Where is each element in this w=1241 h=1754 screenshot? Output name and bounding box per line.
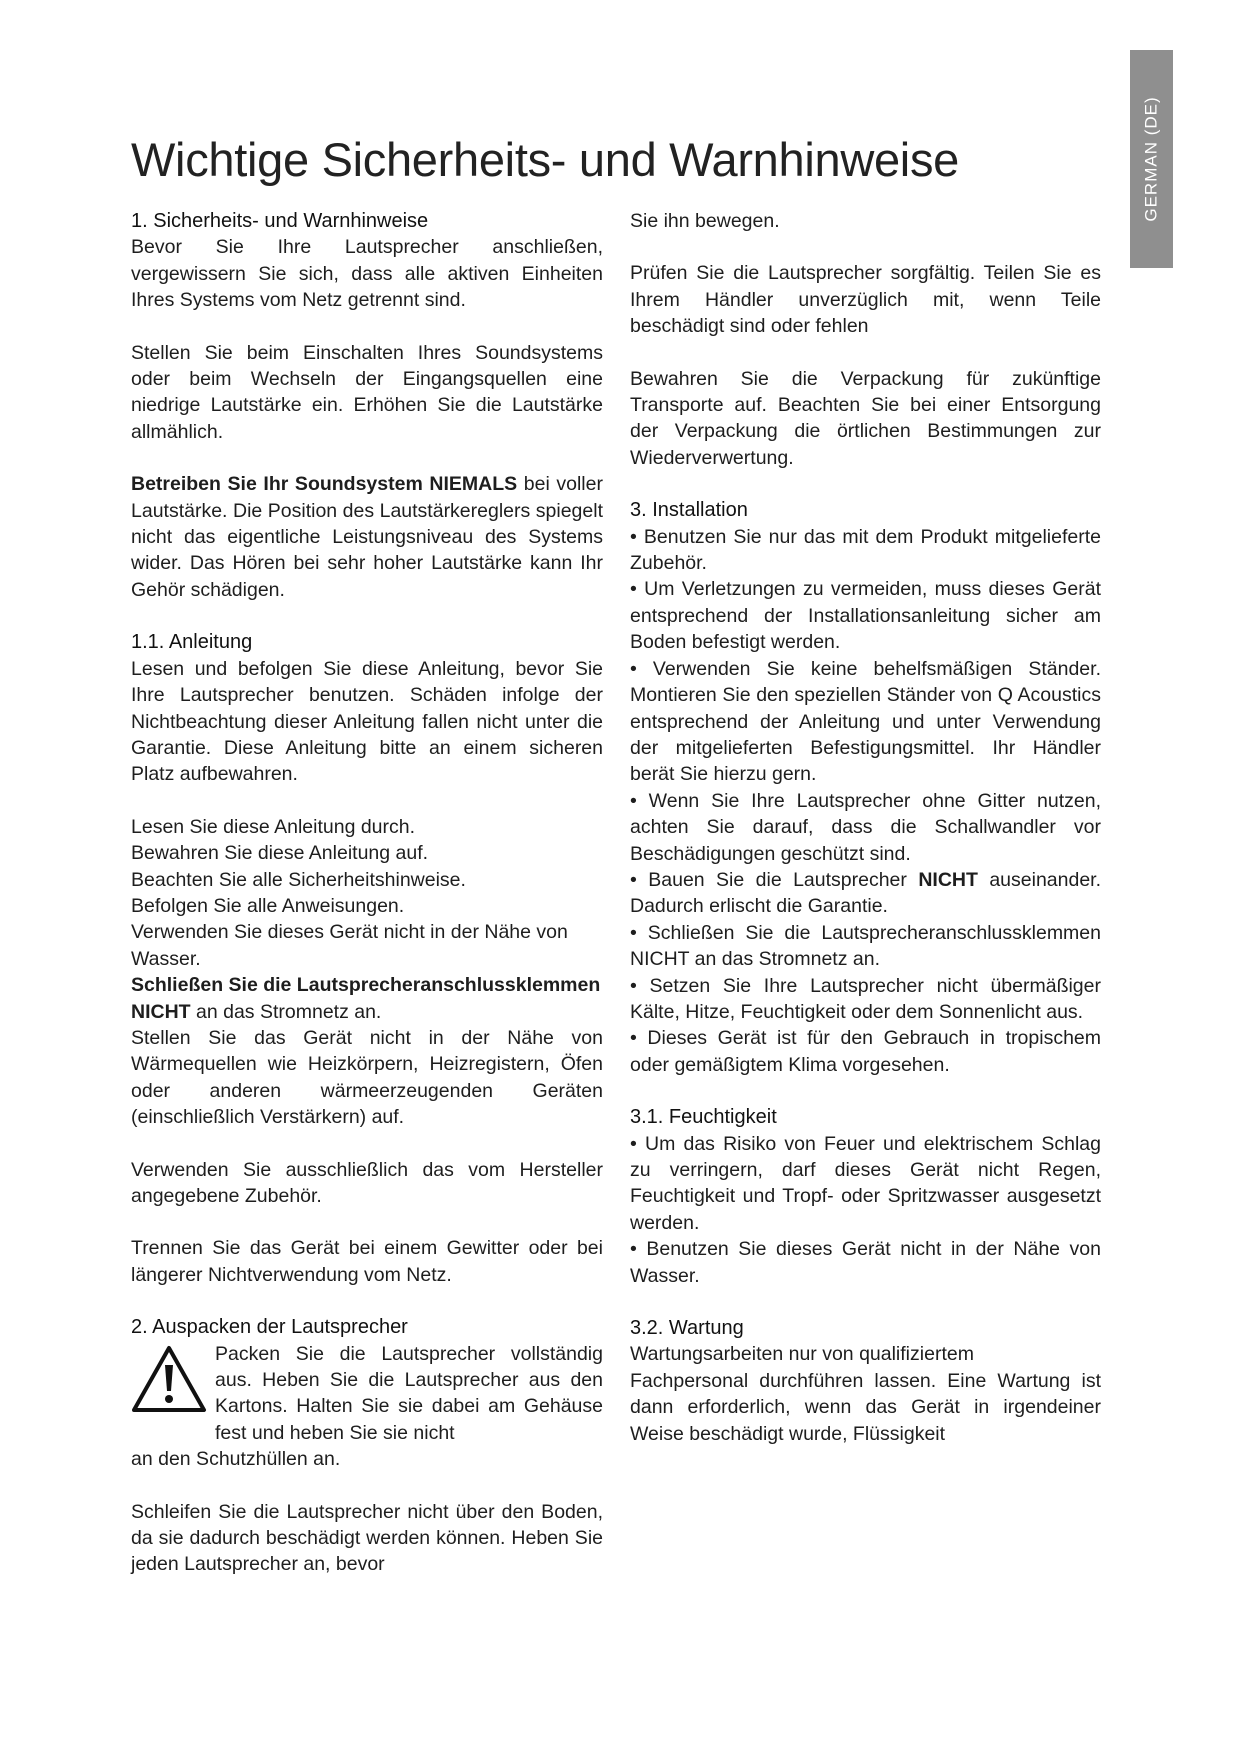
unpack-warning-text: Packen Sie die Lautsprecher vollständig aus. Heben Sie die Lautsprecher aus den Kartons. Halten Sie sie dabei am Gehäuse fest und heben Sie sie nicht xyxy=(215,1342,603,1444)
section-1-paragraph-1: Bevor Sie Ihre Lautsprecher anschließen, vergewissern Sie sich, dass alle aktiven Einheiten Ihres Systems vom Netz getrennt sind. xyxy=(131,236,603,312)
list-item: • Um das Risiko von Feuer und elektrischem Schlag zu verringern, darf dieses Gerät nicht Regen, Feuchtigkeit und Tropf- oder Spritzwasser ausgesetzt werden. xyxy=(630,1132,1101,1234)
list-item xyxy=(630,867,1101,920)
accessories-paragraph: Verwenden Sie ausschließlich das vom Hersteller angegebene Zubehör. xyxy=(131,1158,603,1207)
section-1-paragraph-3-rest: bei voller Lautstärke. Die Position des Lautstärkereglers spiegelt nicht das eigentliche Leistungsniveau des Systems wider. Das Hören bei sehr hoher Lautstärke kann Ihr Gehör schädigen. xyxy=(131,473,603,601)
section-1-heading: 1. Sicherheits- und Warnhinweise xyxy=(131,210,429,232)
section-3-1-heading: 3.1. Feuchtigkeit xyxy=(630,1106,777,1129)
list-item: • Um Verletzungen zu vermeiden, muss dieses Gerät entsprechend der Installationsanleitung sicher am Boden befestigt werden. xyxy=(630,578,1101,654)
disassemble-pre: • Bauen Sie die Lautsprecher xyxy=(630,868,919,891)
list-item: Befolgen Sie alle Anweisungen. xyxy=(131,894,405,917)
unpack-warning-continued: an den Schutzhüllen an. xyxy=(131,1448,341,1471)
list-item: Stellen Sie das Gerät nicht in der Nähe von Wärmequellen wie Heizkörpern, Heizregistern, Öfen oder anderen wärmeerzeugenden Geräten (einschließlich Verstärkern) auf. xyxy=(131,1026,603,1129)
list-item: • Schließen Sie die Lautsprecheranschlussklemmen NICHT an das Stromnetz an. xyxy=(630,921,1101,971)
right-column xyxy=(630,208,1101,1447)
warning-triangle-icon xyxy=(131,1341,215,1447)
list-item: Beachten Sie alle Sicherheitshinweise. xyxy=(131,868,466,891)
unpack-warning xyxy=(131,1341,603,1447)
list-item: Lesen Sie diese Anleitung durch. xyxy=(131,815,416,838)
list-item: • Verwenden Sie keine behelfsmäßigen Ständer. Montieren Sie den speziellen Ständer von Q Acoustics entsprechend der Anleitung und unter Verwendung der mitgelieferten Befestigungsmittel. Ihr Händler berät Sie hierzu gern. xyxy=(630,657,1101,786)
section-1-1-paragraph: Lesen und befolgen Sie diese Anleitung, bevor Sie Ihre Lautsprecher benutzen. Schäden infolge der Nichtbeachtung dieser Anleitung fallen nicht unter die Garantie. Diese Anleitung bitte an einem sicheren Platz aufbewahren. xyxy=(131,657,603,786)
list-item: Verwenden Sie dieses Gerät nicht in der Nähe von Wasser. xyxy=(131,921,568,970)
list-item: Bewahren Sie diese Anleitung auf. xyxy=(131,842,429,865)
list-item: • Setzen Sie Ihre Lautsprecher nicht übermäßiger Kälte, Hitze, Feuchtigkeit oder dem Sonnenlicht aus. xyxy=(630,974,1101,1023)
section-3-heading: 3. Installation xyxy=(630,499,748,522)
packaging-paragraph: Bewahren Sie die Verpackung für zukünftige Transporte auf. Beachten Sie bei einer Entsorgung der Verpackung die örtlichen Bestimmungen zur Wiederverwertung. xyxy=(630,367,1101,469)
language-tab-label: GERMAN (DE) xyxy=(1141,96,1161,222)
list-item: • Benutzen Sie dieses Gerät nicht in der Nähe von Wasser. xyxy=(630,1238,1101,1287)
section-3-2-heading: 3.2. Wartung xyxy=(630,1317,744,1340)
disassemble-bold: NICHT xyxy=(918,868,978,891)
maintenance-paragraph: Fachpersonal durchführen lassen. Eine Wartung ist dann erforderlich, wenn das Gerät in irgendeiner Weise beschädigt wurde, Flüssigkeit xyxy=(630,1369,1101,1445)
list-item: • Benutzen Sie nur das mit dem Produkt mitgelieferte Zubehör. xyxy=(630,525,1101,575)
list-item xyxy=(131,972,603,1025)
instruction-list xyxy=(131,814,603,1131)
inspect-paragraph: Prüfen Sie die Lautsprecher sorgfältig. Teilen Sie es Ihrem Händler unverzüglich mit, wenn Teile beschädigt sind oder fehlen xyxy=(630,262,1101,338)
terminal-warning: Schließen Sie die Lautsprecheranschlussklemmen NICHT xyxy=(131,974,601,1023)
section-1-paragraph-2: Stellen Sie beim Einschalten Ihres Soundsystems oder beim Wechseln der Eingangsquellen eine niedrige Lautstärke ein. Erhöhen Sie die Lautstärke allmählich. xyxy=(131,341,603,443)
page-title: Wichtige Sicherheits- und Warnhinweise xyxy=(131,133,959,186)
section-1-paragraph-3 xyxy=(131,471,603,603)
list-item: • Wenn Sie Ihre Lautsprecher ohne Gitter nutzen, achten Sie darauf, dass die Schallwandler vor Beschädigungen geschützt sind. xyxy=(630,789,1101,865)
maintenance-line-1: Wartungsarbeiten nur von qualifiziertem xyxy=(630,1343,974,1366)
thunderstorm-paragraph: Trennen Sie das Gerät bei einem Gewitter oder bei längerer Nichtverwendung vom Netz. xyxy=(131,1237,603,1286)
section-1-1-heading: 1.1. Anleitung xyxy=(131,631,253,654)
list-item: • Dieses Gerät ist für den Gebrauch in tropischem oder gemäßigtem Klima vorgesehen. xyxy=(630,1027,1101,1076)
section-2-heading: 2. Auspacken der Lautsprecher xyxy=(131,1316,408,1339)
drag-warning-paragraph: Schleifen Sie die Lautsprecher nicht über den Boden, da sie dadurch beschädigt werden können. Heben Sie jeden Lautsprecher an, bevor xyxy=(131,1500,603,1576)
terminal-warning-rest: an das Stromnetz an. xyxy=(190,1000,382,1023)
continued-text: Sie ihn bewegen. xyxy=(630,210,780,232)
left-column xyxy=(131,208,603,1578)
niemals-warning: Betreiben Sie Ihr Soundsystem NIEMALS xyxy=(131,473,518,496)
language-tab xyxy=(1130,50,1173,268)
disassemble-post: auseinander. Dadurch erlischt die Garantie. xyxy=(630,868,1101,918)
